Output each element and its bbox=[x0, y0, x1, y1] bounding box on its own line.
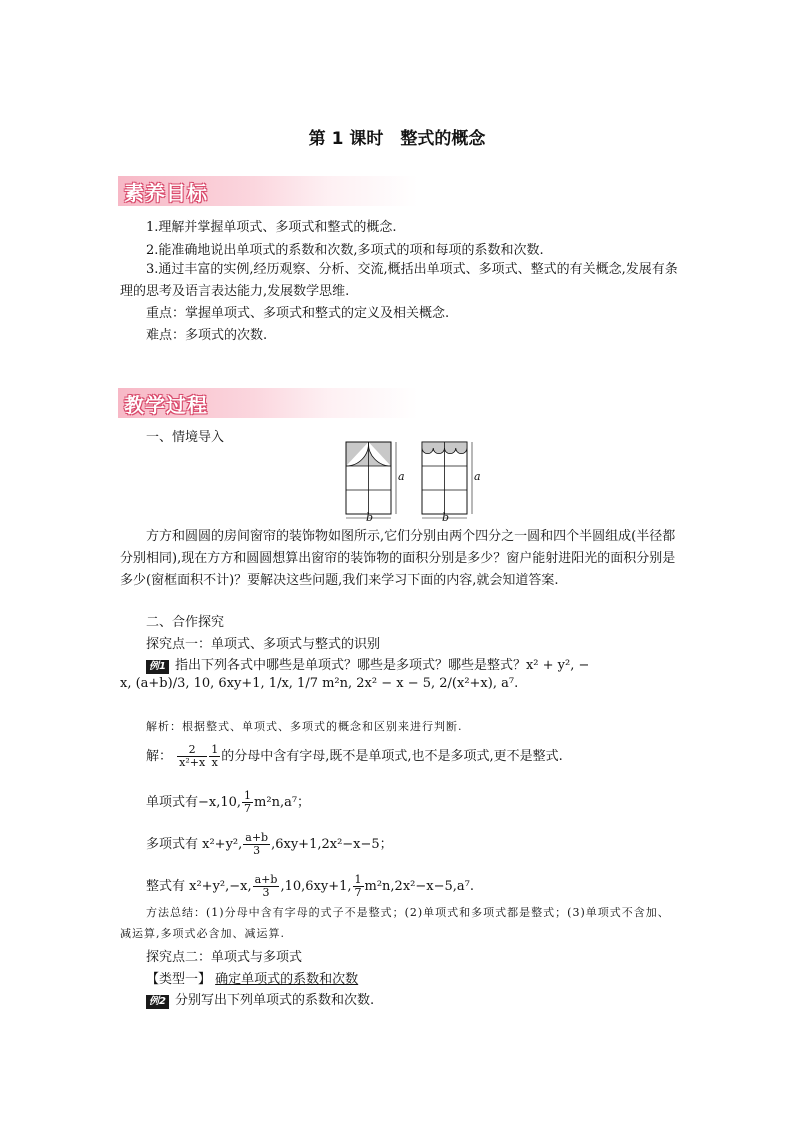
intro-heading: 一、情境导入 bbox=[146, 430, 225, 445]
example-1-list: x, (a+b)/3, 10, 6xy+1, 1/x, 1/7 m²n, 2x² − x − 5, 2/(x²+x), a⁷. bbox=[120, 676, 519, 691]
method-summary: 方法总结：(1)分母中含有字母的式子不是整式；(2)单项式和多项式都是整式；(3)单项式不含加、减运算,多项式必含加、减运算. bbox=[120, 906, 670, 940]
curtain-figures bbox=[340, 440, 490, 524]
integral-line bbox=[146, 874, 474, 899]
solution-line bbox=[146, 744, 563, 769]
label-b-2: b bbox=[442, 511, 450, 524]
example-2 bbox=[146, 989, 374, 1009]
example-1 bbox=[146, 654, 589, 674]
analysis-text: 解析：根据整式、单项式、多项式的概念和区别来进行判断. bbox=[146, 720, 463, 733]
banner-label: 素养目标 bbox=[124, 181, 208, 205]
solution-label: 解： bbox=[146, 749, 173, 764]
type-1-label: 【类型一】 bbox=[146, 972, 212, 987]
fraction-2-over-x2-x: $\frac{2}{\text{x²+x}}$ bbox=[179, 743, 206, 769]
section-banner-goals bbox=[118, 176, 418, 206]
goal-1: 1.理解并掌握单项式、多项式和整式的概念. bbox=[146, 220, 397, 235]
integral-label: 整式有 x²+y²,−x, bbox=[146, 879, 252, 894]
example-1-text: 指出下列各式中哪些是单项式？哪些是多项式？哪些是整式？x² + y², − bbox=[174, 658, 590, 673]
window-figure-1 bbox=[346, 442, 396, 518]
fraction-1-over-7: $\frac{1}{7}$ bbox=[244, 789, 252, 815]
monomials-line bbox=[146, 790, 310, 815]
example-2-text: 分别写出下列单项式的系数和次数. bbox=[174, 993, 375, 1008]
integral-tail: m²n,2x²−x−5,a⁷. bbox=[364, 879, 474, 894]
label-b-1: b bbox=[366, 511, 374, 524]
monomials-tail: m²n,a⁷； bbox=[254, 795, 311, 810]
polynomials-tail: ,6xy+1,2x²−x−5； bbox=[271, 837, 393, 852]
goal-3: 3.通过丰富的实例,经历观察、分析、交流,概括出单项式、多项式、整式的有关概念,发展有条理的思考及语言表达能力,发展数学思维. bbox=[120, 262, 678, 299]
label-a-2: a bbox=[474, 470, 481, 483]
window-figure-2 bbox=[422, 442, 472, 518]
type-1-line bbox=[146, 968, 358, 987]
label-a-1: a bbox=[398, 470, 405, 483]
goal-2: 2.能准确地说出单项式的系数和次数,多项式的项和每项的系数和次数. bbox=[146, 243, 544, 258]
solution-text: 的分母中含有字母,既不是单项式,也不是多项式,更不是整式. bbox=[221, 749, 563, 764]
polynomials-line bbox=[146, 832, 393, 857]
page-title: 第 1 课时 整式的概念 bbox=[308, 129, 486, 149]
banner-label: 教学过程 bbox=[124, 393, 208, 417]
explore-point-1: 探究点一：单项式、多项式与整式的识别 bbox=[146, 637, 381, 652]
fraction-1-over-7: $\frac{1}{7}$ bbox=[354, 873, 362, 899]
integral-mid: ,10,6xy+1, bbox=[280, 879, 352, 894]
intro-paragraph: 方方和圆圆的房间窗帘的装饰物如图所示,它们分别由两个四分之一圆和四个半圆组成(半径都分别相同),现在方方和圆圆想算出窗帘的装饰物的面积分别是多少？窗户能射进阳光的面积分别是多少(窗框面积不计)？要解决这些问题,我们来学习下面的内容,就会知道答案. bbox=[120, 529, 676, 588]
fraction-a-plus-b-over-3: $\frac{a+b}{3}$ bbox=[245, 831, 269, 857]
fraction-1-over-x: $\frac{1}{x}$ bbox=[211, 743, 219, 769]
monomials-label: 单项式有−x,10, bbox=[146, 795, 242, 810]
fraction-a-plus-b-over-3: $\frac{a+b}{3}$ bbox=[254, 873, 278, 899]
example-badge-2: 例2 bbox=[146, 995, 169, 1009]
explore-point-2: 探究点二：单项式与多项式 bbox=[146, 950, 303, 965]
type-1-title: 确定单项式的系数和次数 bbox=[215, 972, 359, 987]
example-badge-1: 例1 bbox=[146, 660, 169, 674]
key-point: 重点：掌握单项式、多项式和整式的定义及相关概念. bbox=[146, 306, 450, 321]
polynomials-label: 多项式有 x²+y², bbox=[146, 837, 243, 852]
difficult-point: 难点：多项式的次数. bbox=[146, 328, 268, 343]
section-banner-process bbox=[118, 388, 418, 418]
explore-heading: 二、合作探究 bbox=[146, 615, 225, 630]
